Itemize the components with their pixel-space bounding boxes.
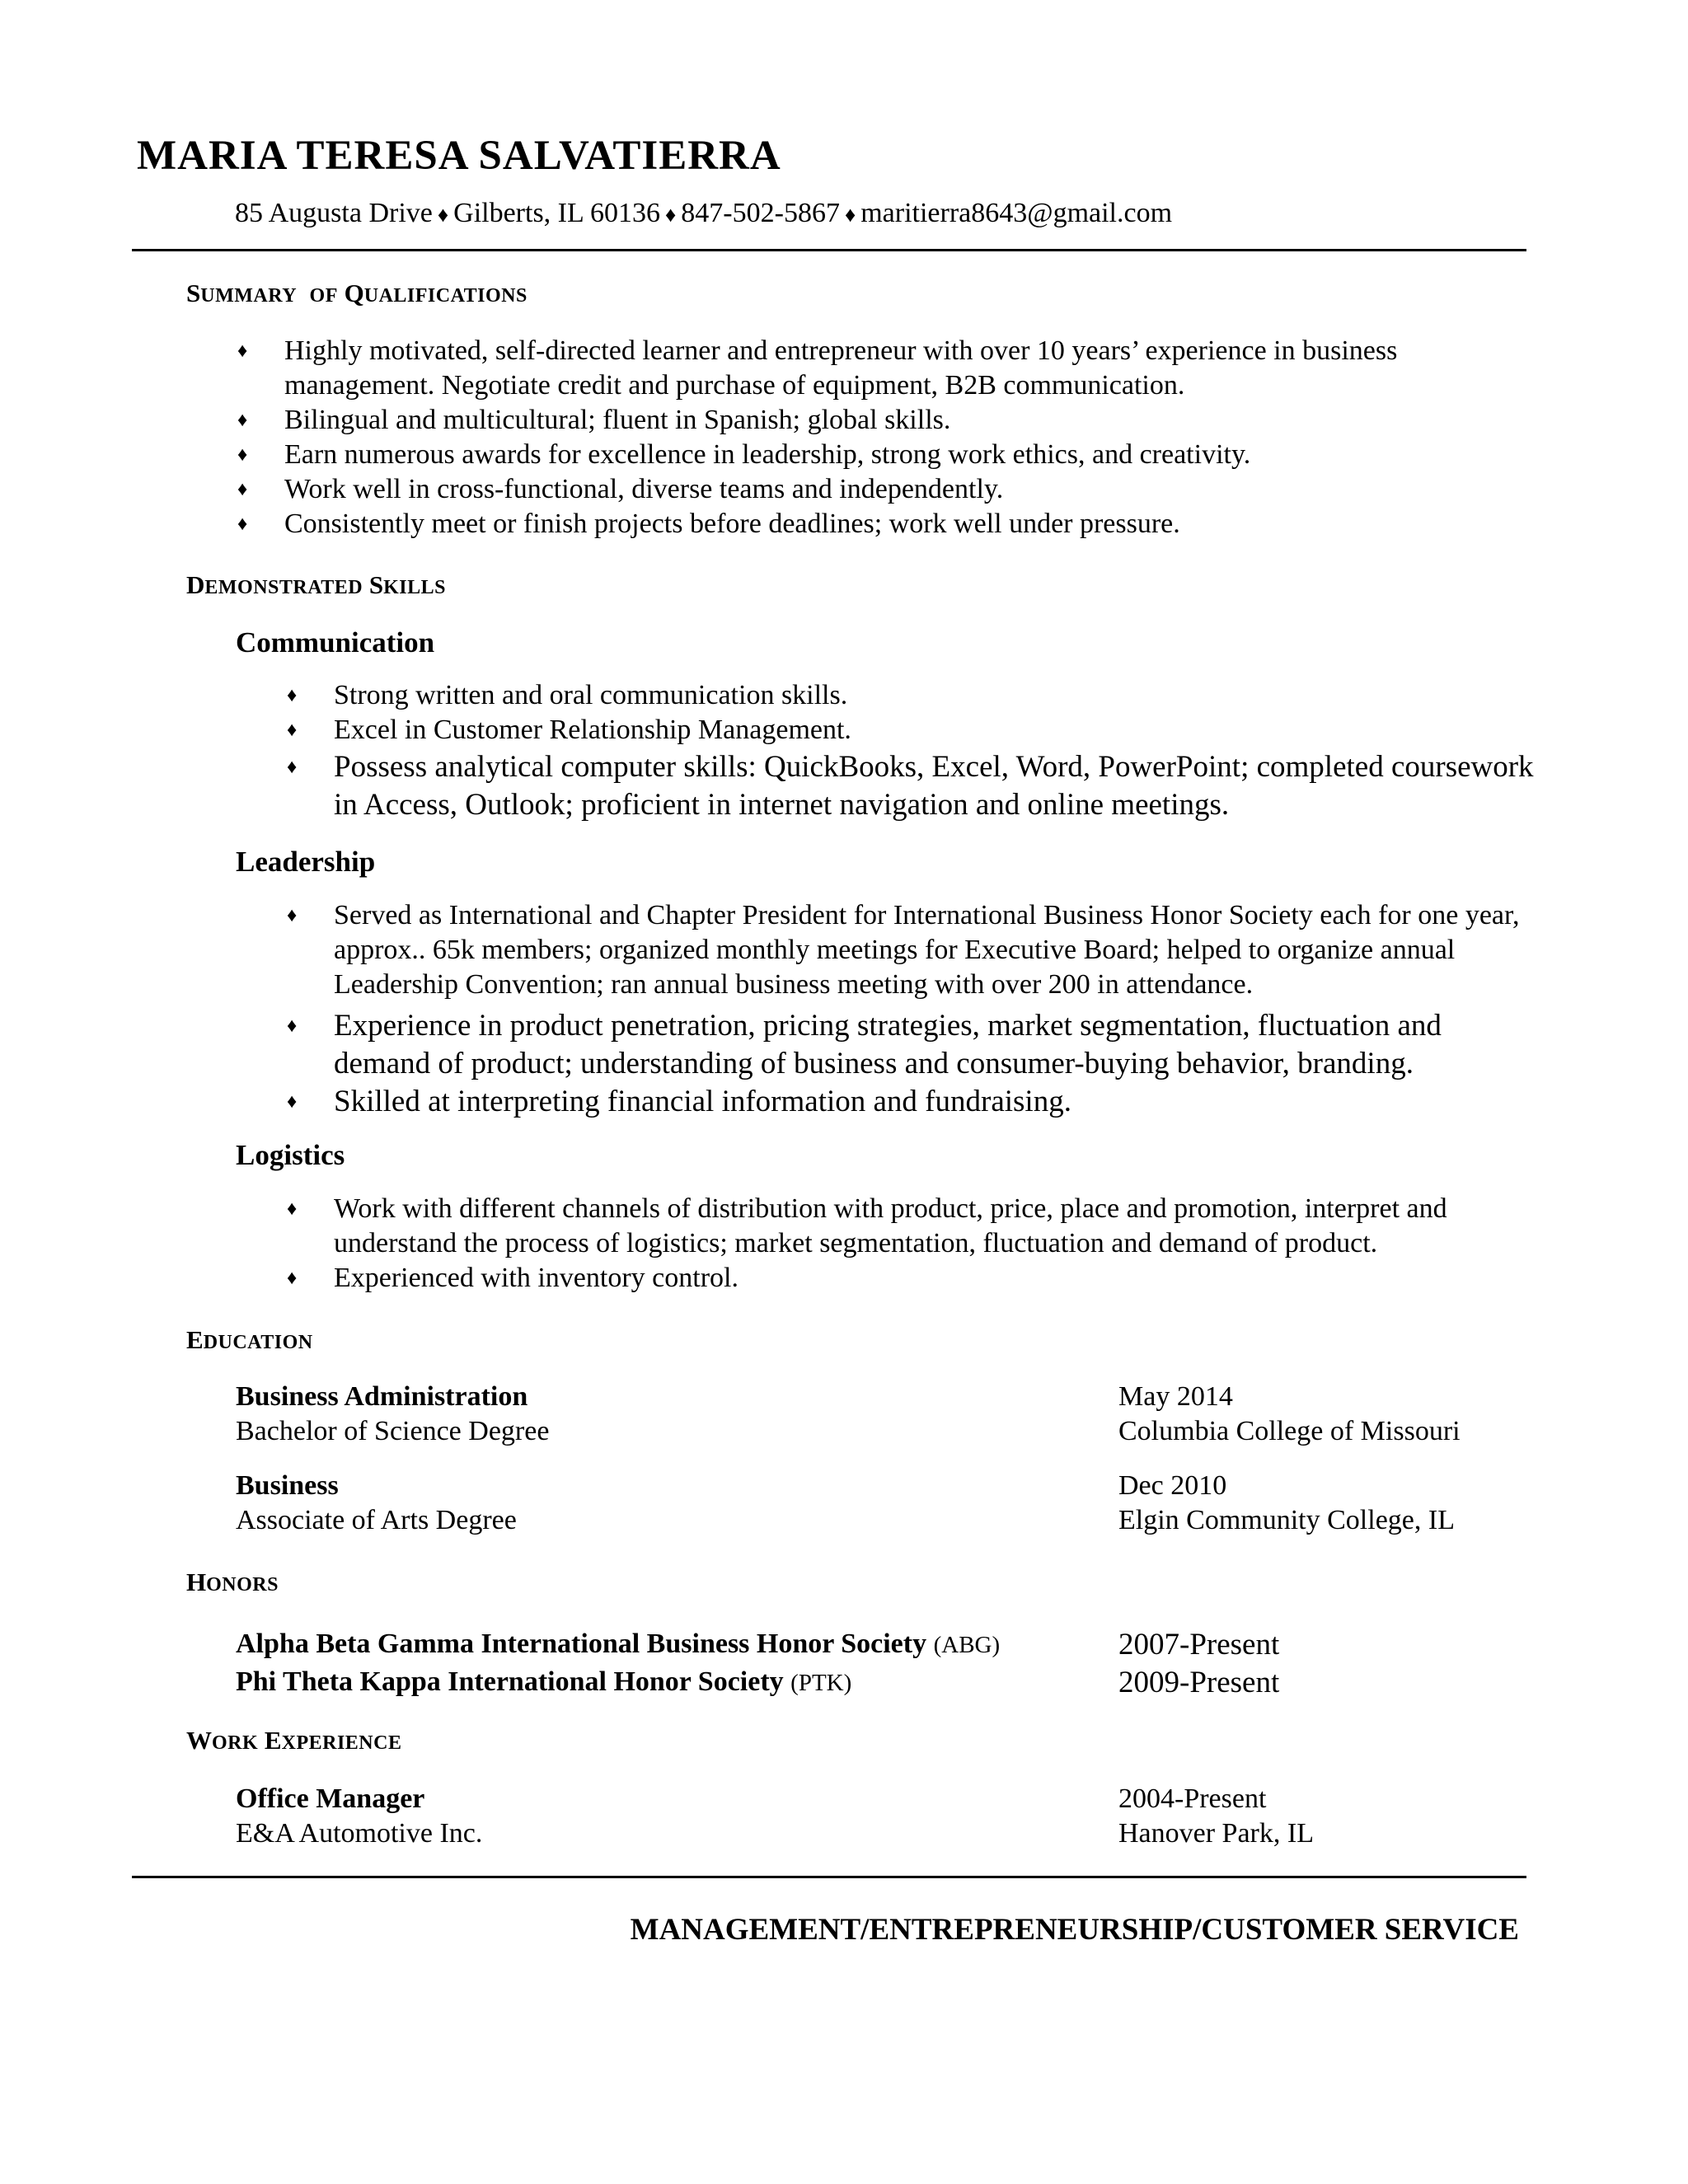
email: maritierra8643@gmail.com <box>860 198 1173 228</box>
subsection-title-leadership: Leadership <box>236 846 376 878</box>
honor-years: 2007-Present <box>1118 1628 1280 1661</box>
education-date: May 2014 <box>1118 1381 1233 1412</box>
summary-list <box>237 334 1479 541</box>
section-title-education: EDUCATION <box>186 1325 313 1354</box>
job-location: Hanover Park, IL <box>1118 1818 1314 1849</box>
diamond-bullet-icon: ♦ <box>237 410 248 431</box>
list-item: ♦ Bilingual and multicultural; fluent in Spanish; global skills. <box>284 403 1479 438</box>
diamond-separator-icon: ♦ <box>665 203 677 227</box>
education-major: Business Administration <box>236 1381 528 1412</box>
address: 85 Augusta Drive <box>235 198 433 228</box>
subsection-title-communication: Communication <box>236 626 435 658</box>
logistics-list <box>287 1192 1537 1296</box>
diamond-bullet-icon: ♦ <box>287 757 298 778</box>
diamond-separator-icon: ♦ <box>844 203 856 227</box>
diamond-bullet-icon: ♦ <box>237 479 248 500</box>
leadership-list <box>287 898 1537 1002</box>
list-item: ♦ Work with different channels of distribution with product, price, place and promotion, interpret and understand the process of logistics; market segmentation, fluctuation and demand of product. <box>287 1193 1447 1258</box>
education-degree: Bachelor of Science Degree <box>236 1416 550 1446</box>
communication-list <box>287 678 1537 748</box>
footer-divider <box>132 1876 1526 1878</box>
section-title-skills: DEMONSTRATED SKILLS <box>186 570 447 599</box>
leadership-list-cont <box>287 1007 1537 1121</box>
education-date: Dec 2010 <box>1118 1470 1227 1501</box>
honor-name: Alpha Beta Gamma International Business Honor Society (ABG) <box>236 1629 1001 1659</box>
phone: 847-502-5867 <box>681 198 840 228</box>
subsection-title-logistics: Logistics <box>236 1139 345 1171</box>
communication-list-cont <box>287 748 1537 824</box>
diamond-separator-icon: ♦ <box>437 203 449 227</box>
list-item: ♦ Excel in Customer Relationship Management. <box>334 713 1537 748</box>
list-item: ♦ Consistently meet or finish projects before deadlines; work well under pressure. <box>284 507 1479 541</box>
contact-line <box>235 198 1172 229</box>
diamond-bullet-icon: ♦ <box>237 444 248 466</box>
candidate-name: MARIA TERESA SALVATIERRA <box>137 133 781 179</box>
list-item: ♦ Experienced with inventory control. <box>334 1261 1537 1296</box>
list-item: ♦ Possess analytical computer skills: QuickBooks, Excel, Word, PowerPoint; completed coursework in Access, Outlook; proficient in internet navigation and online meetings. <box>287 750 1534 822</box>
diamond-bullet-icon: ♦ <box>287 1091 298 1113</box>
section-title-summary: SUMMARY OF QUALIFICATIONS <box>186 279 528 307</box>
job-dates: 2004-Present <box>1118 1783 1267 1814</box>
list-item: ♦ Strong written and oral communication skills. <box>334 678 1537 713</box>
job-company: E&A Automotive Inc. <box>236 1818 483 1849</box>
list-item: ♦ Experience in product penetration, pricing strategies, market segmentation, fluctuation and demand of product; understanding of business and consumer-buying behavior, branding. <box>287 1009 1442 1080</box>
honor-years: 2009-Present <box>1118 1666 1280 1699</box>
diamond-bullet-icon: ♦ <box>237 513 248 535</box>
education-major: Business <box>236 1470 339 1501</box>
diamond-bullet-icon: ♦ <box>287 719 298 741</box>
list-item: ♦ Served as International and Chapter President for International Business Honor Society each for one year, approx.. 65k members; organized monthly meetings for Executive Board; helped to organize annual Leadership Convention; ran annual business meeting with over 200 in attendance. <box>287 900 1520 1000</box>
footer-tagline: MANAGEMENT/ENTREPRENEURSHIP/CUSTOMER SERVICE <box>630 1913 1519 1947</box>
diamond-bullet-icon: ♦ <box>287 1198 298 1220</box>
honor-abbr: (ABG) <box>933 1632 1001 1658</box>
diamond-bullet-icon: ♦ <box>287 1268 298 1289</box>
diamond-bullet-icon: ♦ <box>287 905 298 926</box>
honor-name: Phi Theta Kappa International Honor Society (PTK) <box>236 1666 852 1697</box>
section-title-honors: HONORS <box>186 1568 279 1596</box>
job-title: Office Manager <box>236 1783 425 1814</box>
education-degree: Associate of Arts Degree <box>236 1505 517 1535</box>
list-item: ♦ Work well in cross-functional, diverse teams and independently. <box>284 472 1479 507</box>
education-school: Columbia College of Missouri <box>1118 1416 1461 1446</box>
list-item: ♦ Earn numerous awards for excellence in leadership, strong work ethics, and creativity. <box>284 438 1479 472</box>
header-divider <box>132 249 1526 251</box>
diamond-bullet-icon: ♦ <box>287 1015 298 1037</box>
list-item: ♦ Skilled at interpreting financial information and fundraising. <box>334 1083 1537 1121</box>
diamond-bullet-icon: ♦ <box>237 340 248 362</box>
diamond-bullet-icon: ♦ <box>287 685 298 706</box>
list-item: ♦ Highly motivated, self-directed learner and entrepreneur with over 10 years’ experience in business management. Negotiate credit and purchase of equipment, B2B communication. <box>237 335 1398 401</box>
honor-abbr: (PTK) <box>790 1670 852 1696</box>
section-title-work: WORK EXPERIENCE <box>186 1726 402 1755</box>
city: Gilberts, IL 60136 <box>453 198 661 228</box>
education-school: Elgin Community College, IL <box>1118 1505 1455 1535</box>
